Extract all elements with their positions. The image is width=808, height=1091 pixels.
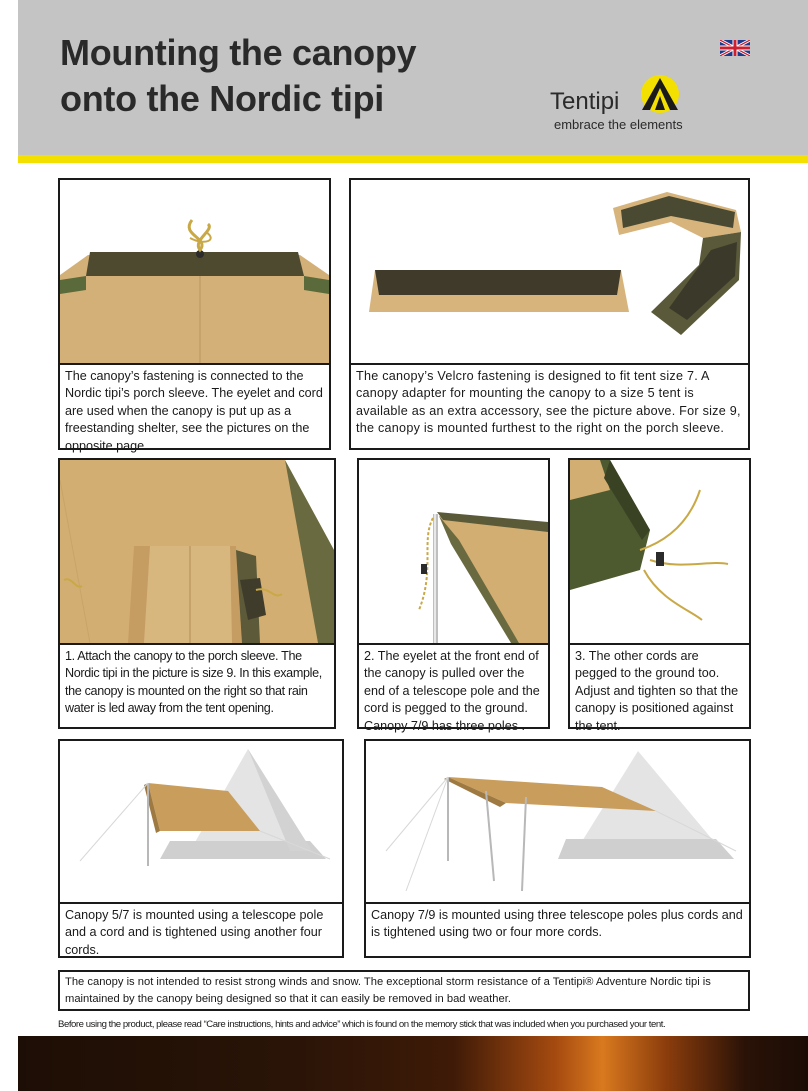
step-3-photo xyxy=(570,460,749,643)
fastening-photo xyxy=(60,180,329,363)
uk-flag-icon xyxy=(720,40,750,56)
step-1-photo xyxy=(60,460,334,643)
care-instructions-footnote: Before using the product, please read “Care instructions, hints and advice” which is found on the memory stick that was included when you purchased your tent. xyxy=(58,1019,666,1030)
canopy-7-9-caption: Canopy 7/9 is mounted using three telescope poles plus cords and is tightened using two or four more cords. xyxy=(366,902,749,956)
canopy-5-7-photo xyxy=(60,741,342,902)
step-2-photo xyxy=(359,460,548,643)
weather-warning-note: The canopy is not intended to resist strong winds and snow. The exceptional storm resistance of a Tentipi® Adventure Nordic tipi is maintained by the canopy being designed so that it can easily be removed in bad weather. xyxy=(58,970,750,1011)
canopy-7-9-photo xyxy=(366,741,749,902)
fastening-caption: The canopy’s fastening is connected to the Nordic tipi’s porch sleeve. The eyelet and cord are used when the canopy is put up as a freestanding shelter, see the pictures on the opposite page. xyxy=(60,363,329,448)
canopy-5-7-caption: Canopy 5/7 is mounted using a telescope pole and a cord and is tightened using another four cords. xyxy=(60,902,342,956)
brand-tagline: embrace the elements xyxy=(554,117,683,132)
campfire-photo-strip xyxy=(18,1036,808,1091)
brand-name: Tentipi xyxy=(550,88,620,115)
panel-canopy-7-9 xyxy=(364,739,751,958)
step-1-caption: 1. Attach the canopy to the porch sleeve. The Nordic tipi in the picture is size 9. In this example, the canopy is mounted on the right so that rain water is led away from the tent opening. xyxy=(60,643,334,727)
step-2-caption: 2. The eyelet at the front end of the canopy is pulled over the end of a telescope pole and the cord is pegged to the ground. Canopy 7/9 has three poles . xyxy=(359,643,548,727)
panel-step-2 xyxy=(357,458,550,733)
panel-fastening xyxy=(58,178,331,453)
tipi-logo-icon xyxy=(636,74,684,114)
panel-step-3 xyxy=(568,458,751,733)
panel-canopy-5-7 xyxy=(58,739,344,958)
panel-velcro xyxy=(349,178,750,450)
page-title: Mounting the canopy onto the Nordic tipi xyxy=(60,32,417,119)
accent-divider xyxy=(18,155,808,163)
panel-step-1 xyxy=(58,458,336,729)
step-3-caption: 3. The other cords are pegged to the ground too. Adjust and tighten so that the canopy is positioned against the tent. xyxy=(570,643,749,727)
velcro-caption: The canopy’s Velcro fastening is designed to fit tent size 7. A canopy adapter for mounting the canopy to a size 5 tent is available as an extra accessory, see the picture above. For size 9, the canopy is mounted furthest to the right on the porch sleeve. xyxy=(351,363,748,448)
velcro-photo xyxy=(351,180,748,363)
